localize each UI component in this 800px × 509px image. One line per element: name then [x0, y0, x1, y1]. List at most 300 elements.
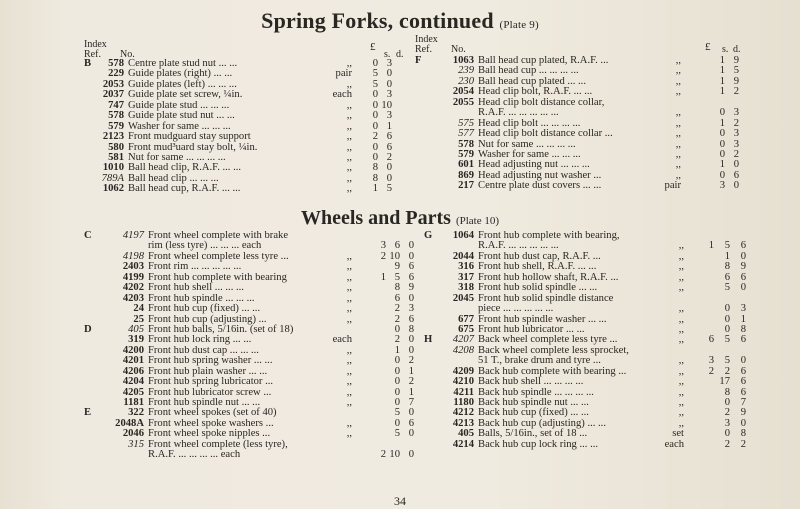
- part-description: Guide plates (right) ... ...: [128, 68, 233, 80]
- part-description: Front wheel complete with brake: [148, 230, 289, 241]
- price-shillings: 0: [724, 428, 730, 440]
- header-pound: £: [370, 41, 376, 54]
- parts-row: [84, 440, 414, 450]
- price-shillings: 2: [724, 438, 730, 450]
- price-pence: 0: [408, 344, 414, 356]
- header-no: No.: [451, 44, 466, 56]
- price-shillings: 8: [724, 386, 730, 398]
- part-description: Front hub cup (adjusting) ...: [148, 313, 267, 325]
- price-pence: 0: [408, 428, 414, 440]
- page-number: 34: [394, 494, 406, 508]
- price-shillings: 5: [724, 334, 730, 346]
- price-pence: 2: [733, 86, 739, 98]
- part-description: Front hub spindle ... ... ...: [148, 292, 255, 304]
- price-pounds: 0: [372, 120, 378, 132]
- page-title: Spring Forks, continued (Plate 9): [261, 8, 539, 33]
- part-description: Front hub dust cap, R.A.F. ...: [478, 250, 601, 262]
- part-number: 2055: [452, 96, 474, 108]
- part-number: 318: [458, 282, 474, 294]
- unit: ,,: [678, 407, 684, 419]
- part-number: 322: [128, 407, 144, 419]
- unit: ,,: [678, 261, 684, 273]
- part-number: 2044: [452, 250, 474, 262]
- part-description: Centre plate dust covers ... ...: [478, 180, 602, 192]
- price-shillings: 2: [394, 303, 400, 315]
- wheels-right-list: [424, 231, 752, 450]
- unit: ,,: [346, 172, 352, 184]
- part-number: 316: [458, 261, 474, 273]
- part-description: Back wheel complete less sprocket,: [478, 344, 629, 356]
- price-shillings: 1: [719, 65, 725, 77]
- part-description: Front wheel spokes (set of 40): [148, 407, 277, 419]
- price-pounds: 2: [380, 449, 386, 461]
- price-pence: 1: [408, 386, 414, 398]
- price-shillings: 1: [719, 75, 725, 87]
- part-description: Washer for same ... ... ...: [128, 120, 231, 132]
- price-pence: 0: [408, 250, 414, 262]
- part-number: 869: [458, 169, 474, 181]
- spring-right-header: [415, 35, 745, 56]
- part-number: 317: [458, 271, 474, 283]
- part-number: 239: [458, 65, 474, 77]
- unit: ,,: [678, 386, 684, 398]
- part-number: 4207: [452, 334, 474, 346]
- price-pounds: 0: [372, 58, 378, 69]
- unit: ,,: [346, 292, 352, 304]
- spring-forks-right-list: [415, 56, 749, 192]
- header-s: s.: [722, 44, 729, 56]
- unit: ,,: [346, 355, 352, 367]
- price-pence: 3: [740, 303, 746, 315]
- unit: ,,: [346, 110, 352, 122]
- page-title-plate: (Plate 9): [499, 19, 539, 31]
- price-pence: 7: [740, 397, 746, 408]
- price-pence: 9: [733, 75, 739, 87]
- price-pence: 0: [733, 159, 739, 171]
- price-pence: 3: [733, 107, 739, 119]
- header-d: d.: [733, 44, 741, 56]
- price-shillings: 0: [394, 397, 400, 408]
- price-pence: 9: [740, 261, 746, 273]
- price-shillings: 10: [389, 250, 400, 262]
- price-shillings: 8: [724, 261, 730, 273]
- header-ref: Ref.: [84, 49, 101, 61]
- part-description: Front hub solid spindle distance: [478, 292, 614, 304]
- unit: ,,: [346, 428, 352, 440]
- unit: ,,: [346, 58, 352, 69]
- part-description: Back hub spindle ... ... ... ...: [478, 386, 594, 398]
- part-number: 4197: [122, 230, 144, 241]
- price-shillings: 0: [394, 417, 400, 429]
- part-number: 24: [133, 303, 144, 315]
- part-description: Front hub shell, R.A.F. ... ...: [478, 261, 597, 273]
- part-description: Front mud³uard stay bolt, ¼in.: [128, 141, 258, 153]
- price-pence: 3: [733, 138, 739, 150]
- price-shillings: 0: [719, 148, 725, 160]
- price-pence: 6: [740, 376, 746, 388]
- part-number: 1180: [453, 397, 474, 408]
- part-description: piece ... ... ... ... ...: [478, 303, 554, 315]
- parts-row: [84, 132, 410, 142]
- part-description: Washer for same ... ... ...: [478, 148, 581, 160]
- unit: ,,: [678, 250, 684, 262]
- part-description: Front hub dust cap ... ... ...: [148, 344, 259, 356]
- part-number: 4209: [452, 365, 474, 377]
- part-number: 1010: [102, 162, 124, 174]
- part-number: 1064: [452, 230, 474, 241]
- price-pence: 2: [740, 438, 746, 450]
- price-pence: 6: [733, 169, 739, 181]
- price-pence: 6: [408, 313, 414, 325]
- unit: pair: [664, 180, 681, 192]
- part-number: 1063: [452, 55, 474, 66]
- price-pounds: 8: [372, 162, 378, 174]
- part-number: 315: [128, 438, 144, 450]
- price-pence: 8: [740, 428, 746, 440]
- price-pence: 0: [740, 417, 746, 429]
- unit: ,,: [346, 344, 352, 356]
- price-pence: 5: [733, 65, 739, 77]
- price-shillings: 1: [719, 86, 725, 98]
- part-description: Head adjusting nut ... ... ...: [478, 159, 590, 171]
- index-ref-letter: H: [424, 334, 433, 346]
- price-shillings: 1: [386, 120, 392, 132]
- section-title-wheels: Wheels and Parts (Plate 10): [300, 207, 500, 229]
- price-pence: 6: [408, 271, 414, 283]
- unit: ,,: [675, 138, 681, 150]
- price-pence: 8: [740, 323, 746, 335]
- part-description: Back hub cup lock ring ... ...: [478, 438, 599, 450]
- part-number: 747: [108, 99, 124, 111]
- unit: ,,: [678, 376, 684, 388]
- part-number: 229: [108, 68, 124, 80]
- price-shillings: 0: [394, 376, 400, 388]
- part-number: 2053: [102, 78, 124, 90]
- price-pence: 0: [408, 449, 414, 461]
- price-shillings: 3: [724, 417, 730, 429]
- price-pounds: 3: [708, 355, 714, 367]
- price-shillings: 1: [719, 55, 725, 66]
- part-description: Front hub plain washer ... ...: [148, 365, 268, 377]
- part-number: 4206: [122, 365, 144, 377]
- part-description: Front hub lubricator screw ...: [148, 386, 272, 398]
- price-pence: 6: [740, 240, 746, 252]
- price-pence: 3: [733, 128, 739, 140]
- header-pound: £: [705, 41, 711, 54]
- price-pence: 2: [408, 376, 414, 388]
- part-description: Front hub complete with bearing,: [478, 230, 620, 241]
- part-description: Front hub hollow shaft, R.A.F. ...: [478, 271, 619, 283]
- price-pence: 6: [740, 365, 746, 377]
- price-shillings: 0: [394, 355, 400, 367]
- price-shillings: 5: [724, 355, 730, 367]
- price-shillings: 5: [386, 183, 392, 195]
- price-shillings: 6: [394, 240, 400, 252]
- price-shillings: 3: [386, 89, 392, 101]
- price-pounds: 3: [380, 240, 386, 252]
- parts-row: [84, 184, 410, 194]
- part-description: Front hub solid spindle ... ...: [478, 282, 598, 294]
- part-description: 51 T., brake drum and tyre ...: [478, 355, 601, 367]
- price-shillings: 2: [724, 407, 730, 419]
- part-description: Back hub shell ... ... ... ...: [478, 376, 584, 388]
- unit: ,,: [678, 303, 684, 315]
- price-shillings: 6: [394, 292, 400, 304]
- part-description: rim (less tyre) ... ... ... each: [148, 240, 262, 252]
- parts-row: [415, 129, 749, 139]
- wheels-left-list: [84, 231, 414, 461]
- parts-row: [415, 181, 749, 191]
- part-description: Front hub lubricator ... ...: [478, 323, 585, 335]
- part-description: R.A.F. ... ... ... ... each: [148, 449, 241, 461]
- part-number: 217: [458, 180, 474, 192]
- part-number: 319: [128, 334, 144, 346]
- price-shillings: 0: [394, 365, 400, 377]
- part-description: Nut for same ... ... ... ...: [478, 138, 576, 150]
- part-number: 2048A: [115, 417, 144, 429]
- part-description: Nut for same ... ... ... ...: [128, 151, 226, 163]
- unit: ,,: [346, 141, 352, 153]
- part-description: Front rim ... ... ... ... ...: [148, 261, 242, 273]
- part-number: 25: [133, 313, 144, 325]
- part-number: 4208: [452, 344, 474, 356]
- price-shillings: 0: [386, 68, 392, 80]
- part-description: Front wheel complete less tyre ...: [148, 250, 289, 262]
- part-description: Front hub balls, 5/16in. (set of 18): [148, 323, 294, 335]
- part-description: R.A.F. ... ... ... ... ...: [478, 107, 559, 119]
- price-shillings: 1: [719, 159, 725, 171]
- unit: ,,: [346, 78, 352, 90]
- part-description: Front hub spring lubricator ...: [148, 376, 274, 388]
- header-index: Index: [84, 39, 107, 50]
- part-description: Back hub complete with bearing ...: [478, 365, 627, 377]
- part-number: 581: [108, 151, 124, 163]
- unit: pair: [335, 68, 352, 80]
- price-pounds: 2: [372, 131, 378, 143]
- spring-forks-left-list: [84, 59, 410, 195]
- price-shillings: 0: [719, 128, 725, 140]
- parts-row: [424, 231, 752, 241]
- index-ref-letter: G: [424, 230, 433, 241]
- unit: ,,: [678, 355, 684, 367]
- price-pounds: 2: [708, 365, 714, 377]
- unit: ,,: [678, 282, 684, 294]
- price-pounds: 0: [372, 110, 378, 122]
- price-pence: 0: [740, 250, 746, 262]
- unit: ,,: [675, 117, 681, 129]
- price-shillings: 0: [394, 323, 400, 335]
- part-description: Guide plates (left) ... ... ...: [128, 78, 237, 90]
- unit: ,,: [346, 397, 352, 408]
- part-number: 230: [458, 75, 474, 87]
- header-index: Index: [415, 34, 438, 45]
- price-pounds: 0: [372, 151, 378, 163]
- price-pence: 1: [740, 313, 746, 325]
- part-description: Ball head cup plated, R.A.F. ...: [478, 55, 609, 66]
- unit: ,,: [346, 120, 352, 132]
- parts-row: [424, 377, 752, 387]
- price-shillings: 10: [389, 449, 400, 461]
- unit: ,,: [675, 86, 681, 98]
- part-number: 575: [458, 117, 474, 129]
- unit: ,,: [346, 162, 352, 174]
- price-pence: 6: [740, 271, 746, 283]
- price-pence: 0: [408, 407, 414, 419]
- index-ref-letter: E: [84, 407, 92, 419]
- part-description: Head clip bolt ... ... ... ...: [478, 117, 581, 129]
- price-shillings: 5: [394, 428, 400, 440]
- index-ref-letter: C: [84, 230, 92, 241]
- parts-row: [84, 304, 414, 314]
- price-pence: 2: [408, 355, 414, 367]
- price-shillings: 0: [386, 78, 392, 90]
- price-shillings: 17: [719, 376, 730, 388]
- price-pence: 9: [408, 282, 414, 294]
- header-no: No.: [120, 49, 135, 61]
- part-number: 4204: [122, 376, 144, 388]
- part-description: Back wheel complete less tyre ...: [478, 334, 618, 346]
- parts-row: [424, 440, 752, 450]
- unit: ,,: [346, 99, 352, 111]
- price-shillings: 1: [724, 250, 730, 262]
- price-shillings: 5: [724, 282, 730, 294]
- unit: set: [672, 428, 684, 440]
- part-description: Balls, 5/16in., set of 18 ...: [478, 428, 588, 440]
- unit: ,,: [678, 334, 684, 346]
- part-number: 677: [458, 313, 474, 325]
- part-description: Ball head cup plated ... ...: [478, 75, 586, 87]
- price-pounds: 2: [380, 250, 386, 262]
- unit: ,,: [675, 75, 681, 87]
- unit: ,,: [346, 151, 352, 163]
- price-pence: 0: [408, 240, 414, 252]
- part-number: 2037: [102, 89, 124, 101]
- price-shillings: 6: [386, 141, 392, 153]
- unit: ,,: [346, 303, 352, 315]
- part-number: 578: [458, 138, 474, 150]
- unit: ,,: [678, 313, 684, 325]
- unit: ,,: [346, 131, 352, 143]
- part-description: Guide plate stud nut ... ...: [128, 110, 235, 122]
- price-shillings: 1: [719, 117, 725, 129]
- part-description: Ball head clip, R.A.F. ... ...: [128, 162, 242, 174]
- part-number: 601: [458, 159, 474, 171]
- price-shillings: 0: [394, 386, 400, 398]
- unit: ,,: [675, 169, 681, 181]
- unit: ,,: [678, 365, 684, 377]
- section-plate: (Plate 10): [455, 215, 500, 227]
- price-shillings: 0: [719, 169, 725, 181]
- index-ref-letter: B: [84, 58, 92, 69]
- price-shillings: 2: [386, 151, 392, 163]
- unit: ,,: [675, 148, 681, 160]
- unit: ,,: [346, 376, 352, 388]
- index-ref-letter: D: [84, 323, 92, 335]
- part-description: Ball head cup ... ... ... ...: [478, 65, 579, 77]
- price-pounds: 5: [372, 68, 378, 80]
- unit: ,,: [346, 261, 352, 273]
- part-number: 578: [108, 110, 124, 122]
- part-description: Front hub spindle nut ... ...: [148, 397, 261, 408]
- part-description: Head clip bolt, R.A.F. ... ...: [478, 86, 593, 98]
- header-ref: Ref.: [415, 44, 432, 56]
- price-shillings: 0: [719, 107, 725, 119]
- part-number: 2045: [452, 292, 474, 304]
- price-pounds: 8: [372, 172, 378, 184]
- part-description: Front wheel spoke nipples ...: [148, 428, 271, 440]
- unit: each: [332, 89, 352, 101]
- price-pence: 6: [740, 386, 746, 398]
- header-d: d.: [396, 49, 404, 61]
- price-shillings: 5: [394, 271, 400, 283]
- part-number: 789A: [101, 172, 124, 184]
- parts-row: [84, 450, 414, 460]
- part-number: 2046: [122, 428, 144, 440]
- price-pence: 7: [408, 397, 414, 408]
- price-shillings: 0: [724, 397, 730, 408]
- price-pence: 2: [733, 148, 739, 160]
- price-pence: 9: [733, 55, 739, 66]
- unit: ,,: [346, 271, 352, 283]
- part-number: 1181: [123, 397, 144, 408]
- price-pence: 9: [740, 407, 746, 419]
- price-shillings: 8: [394, 282, 400, 294]
- price-pence: 0: [740, 282, 746, 294]
- part-number: 2054: [452, 86, 474, 98]
- part-description: Front hub cup (fixed) ... ...: [148, 303, 261, 315]
- part-number: 4200: [122, 344, 144, 356]
- price-pence: 6: [408, 417, 414, 429]
- unit: ,,: [678, 417, 684, 429]
- price-shillings: 0: [386, 172, 392, 184]
- unit: ,,: [346, 250, 352, 262]
- part-number: 578: [108, 58, 124, 69]
- price-pence: 1: [408, 365, 414, 377]
- unit: ,,: [346, 282, 352, 294]
- unit: ,,: [346, 313, 352, 325]
- unit: ,,: [675, 55, 681, 66]
- part-number: 579: [108, 120, 124, 132]
- unit: ,,: [675, 65, 681, 77]
- part-description: Head adjusting nut washer ...: [478, 169, 602, 181]
- part-description: Front hub lock ring ... ...: [148, 334, 252, 346]
- unit: ,,: [346, 183, 352, 195]
- unit: ,,: [346, 386, 352, 398]
- part-number: 4202: [122, 282, 144, 294]
- header-s: s.: [384, 49, 391, 61]
- part-number: 2123: [102, 131, 124, 143]
- part-number: 4199: [122, 271, 144, 283]
- part-number: 1062: [102, 183, 124, 195]
- price-pence: 0: [408, 292, 414, 304]
- part-number: 579: [458, 148, 474, 160]
- part-description: Head clip bolt distance collar,: [478, 96, 605, 108]
- unit: ,,: [678, 323, 684, 335]
- part-description: Back hub spindle nut ... ...: [478, 397, 589, 408]
- price-shillings: 1: [394, 344, 400, 356]
- part-number: 2403: [122, 261, 144, 273]
- part-number: 405: [458, 428, 474, 440]
- unit: ,,: [346, 365, 352, 377]
- part-number: 675: [458, 323, 474, 335]
- part-description: Front wheel complete (less tyre),: [148, 438, 288, 450]
- part-number: 4213: [452, 417, 474, 429]
- part-description: R.A.F. ... ... ... ... ...: [478, 240, 559, 252]
- price-shillings: 3: [719, 180, 725, 192]
- price-pounds: 0: [372, 89, 378, 101]
- part-description: Front hub spring washer ... ...: [148, 355, 273, 367]
- price-pence: 3: [408, 303, 414, 315]
